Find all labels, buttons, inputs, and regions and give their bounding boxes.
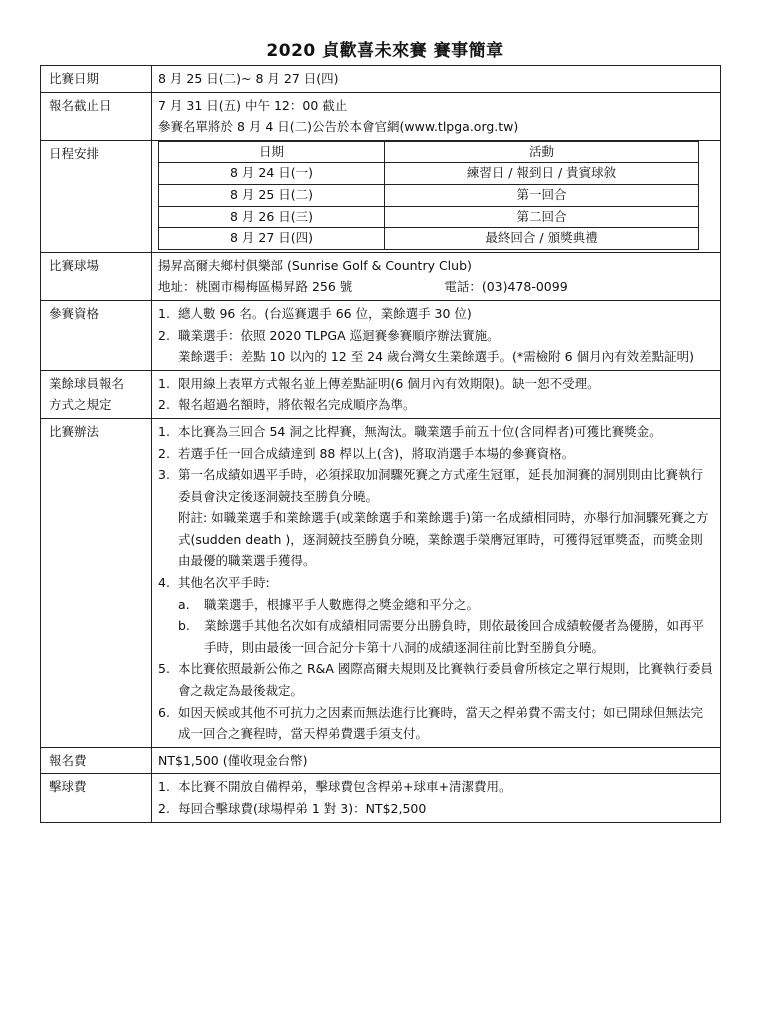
value-eligibility xyxy=(152,300,721,370)
sub-list-item xyxy=(158,594,714,616)
label-entry-fee: 報名費 xyxy=(41,747,152,774)
list-item xyxy=(158,421,714,443)
row-schedule xyxy=(41,140,721,252)
item-number: 1. xyxy=(158,305,170,321)
label-deadline: 報名截止日 xyxy=(41,92,152,140)
regulations-table xyxy=(40,65,721,823)
value-entry-fee: NT$1,500 (僅收現金台幣) xyxy=(152,747,721,774)
item-text: 報名超過名額時，將依報名完成順序為準。 xyxy=(178,397,416,413)
schedule-activity: 第二回合 xyxy=(385,206,699,228)
row-greens-fee xyxy=(41,774,721,822)
item-number: 1. xyxy=(158,375,170,391)
item-text: 總人數 96 名。(台巡賽選手 66 位，業餘選手 30 位) xyxy=(178,305,472,321)
value-deadline xyxy=(152,92,721,140)
schedule-row xyxy=(159,228,699,250)
value-format xyxy=(152,418,721,747)
item-text: 第一名成績如遇平手時，必須採取加洞驟死賽之方式產生冠軍，延長加洞賽的洞別則由比賽執行委員會決定後逐洞競技至勝負分曉。 xyxy=(178,467,704,504)
list-item xyxy=(158,325,714,347)
schedule-date: 8 月 24 日(一) xyxy=(159,163,385,185)
amateur-eligibility-text: 業餘選手：差點 10 以內的 12 至 24 歲台灣女生業餘選手。(*需檢附 6 個月內有效差點証明) xyxy=(178,349,694,365)
schedule-table xyxy=(158,141,699,250)
schedule-activity: 第一回合 xyxy=(385,184,699,206)
page-title: 2020 貞歡喜未來賽 賽事簡章 xyxy=(266,41,504,61)
row-format xyxy=(41,418,721,747)
label-greens-fee: 擊球費 xyxy=(41,774,152,822)
list-item xyxy=(158,394,714,416)
label-venue: 比賽球場 xyxy=(41,252,152,300)
item-text: 本比賽不開放自備桿弟，擊球費包含桿弟+球車+清潔費用。 xyxy=(178,779,512,795)
row-entry-fee xyxy=(41,747,721,774)
item-text: 若選手任一回合成績達到 88 桿以上(含)，將取消選手本場的參賽資格。 xyxy=(178,445,575,461)
value-amateur-registration xyxy=(152,370,721,418)
item-number: 1. xyxy=(158,423,170,439)
item-number: 5. xyxy=(158,661,170,677)
value-venue xyxy=(152,252,721,300)
value-schedule xyxy=(152,140,721,252)
item-text: 業餘選手其他名次如有成績相同需要分出勝負時，則依最後回合成績較優者為優勝，如再平手時，則由最後一回合記分卡第十八洞的成績逐洞往前比對至勝負分曉。 xyxy=(204,618,705,655)
list-item xyxy=(158,798,714,820)
announcement-line: 參賽名單將於 8 月 4 日(二)公告於本會官網(www.tlpga.org.tw) xyxy=(158,119,519,135)
venue-address: 地址：桃園市楊梅區楊昇路 256 號 xyxy=(158,279,353,295)
venue-contact xyxy=(158,276,714,298)
venue-name: 揚昇高爾夫鄉村俱樂部 (Sunrise Golf & Country Club) xyxy=(158,257,472,273)
item-text: 限用線上表單方式報名並上傳差點証明(6 個月內有效期限)。缺一恕不受理。 xyxy=(178,375,600,391)
item-number: 2. xyxy=(158,445,170,461)
item-number: 1. xyxy=(158,779,170,795)
list-item xyxy=(158,443,714,465)
schedule-row xyxy=(159,206,699,228)
value-greens-fee xyxy=(152,774,721,822)
label-amateur-registration xyxy=(41,370,152,418)
list-item xyxy=(158,776,714,798)
list-item xyxy=(158,658,714,701)
schedule-activity: 練習日 / 報到日 / 貴賓球敘 xyxy=(385,163,699,185)
item-text: 職業選手，根據平手人數應得之獎金總和平分之。 xyxy=(204,596,480,612)
item-letter: b. xyxy=(178,618,190,634)
row-venue xyxy=(41,252,721,300)
schedule-activity: 最終回合 / 頒獎典禮 xyxy=(385,228,699,250)
schedule-header-activity: 活動 xyxy=(385,141,699,163)
row-date xyxy=(41,66,721,93)
format-note: 附註: 如職業選手和業餘選手(或業餘選手和業餘選手)第一名成績相同時，亦舉行加洞驟死賽之方式(sudden death )，逐洞競技至勝負分曉，業餘選手榮膺冠軍時，可獲得冠軍獎盃，而獎金則由最優的職業選手獲得。 xyxy=(178,510,709,569)
item-number: 2. xyxy=(158,327,170,343)
sub-list-item xyxy=(158,615,714,658)
list-item xyxy=(158,702,714,745)
row-amateur-registration xyxy=(41,370,721,418)
schedule-date: 8 月 25 日(二) xyxy=(159,184,385,206)
value-date: 8 月 25 日(二)~ 8 月 27 日(四) xyxy=(152,66,721,93)
item-text: 本比賽依照最新公佈之 R&A 國際高爾夫規則及比賽執行委員會所核定之單行規則，比賽執行委員會之裁定為最後裁定。 xyxy=(178,661,713,699)
item-number: 2. xyxy=(158,397,170,413)
label-eligibility: 參賽資格 xyxy=(41,300,152,370)
schedule-row xyxy=(159,184,699,206)
venue-phone: 電話：(03)478-0099 xyxy=(444,279,568,295)
item-text: 本比賽為三回合 54 洞之比桿賽，無淘汰。職業選手前五十位(含同桿者)可獲比賽獎金。 xyxy=(178,423,662,439)
list-item xyxy=(158,572,714,594)
item-letter: a. xyxy=(178,596,190,612)
item-text: 每回合擊球費(球場桿弟 1 對 3)：NT$2,500 xyxy=(178,801,427,816)
item-number: 2. xyxy=(158,801,170,816)
row-deadline xyxy=(41,92,721,140)
label-line: 業餘球員報名 xyxy=(49,375,125,391)
item-number: 6. xyxy=(158,704,170,720)
schedule-row xyxy=(159,163,699,185)
item-text: 其他名次平手時: xyxy=(178,575,270,591)
item-number: 3. xyxy=(158,467,170,483)
label-schedule: 日程安排 xyxy=(41,140,152,252)
item-number: 4. xyxy=(158,575,170,591)
schedule-header-row xyxy=(159,141,699,163)
item-text: 職業選手：依照 2020 TLPGA 巡迴賽參賽順序辦法實施。 xyxy=(178,327,500,343)
schedule-date: 8 月 27 日(四) xyxy=(159,228,385,250)
label-date: 比賽日期 xyxy=(41,66,152,93)
label-line: 方式之規定 xyxy=(49,397,112,413)
list-item xyxy=(158,464,714,507)
list-item xyxy=(158,373,714,395)
item-text: 如因天候或其他不可抗力之因素而無法進行比賽時，當天之桿弟費不需支付；如已開球但無法完成一回合之賽程時，當天桿弟費選手須支付。 xyxy=(178,704,704,742)
list-item xyxy=(158,303,714,325)
schedule-header-date: 日期 xyxy=(159,141,385,163)
schedule-date: 8 月 26 日(三) xyxy=(159,206,385,228)
row-eligibility xyxy=(41,300,721,370)
deadline-line: 7 月 31 日(五) 中午 12：00 截止 xyxy=(158,97,348,113)
label-format: 比賽辦法 xyxy=(41,418,152,747)
